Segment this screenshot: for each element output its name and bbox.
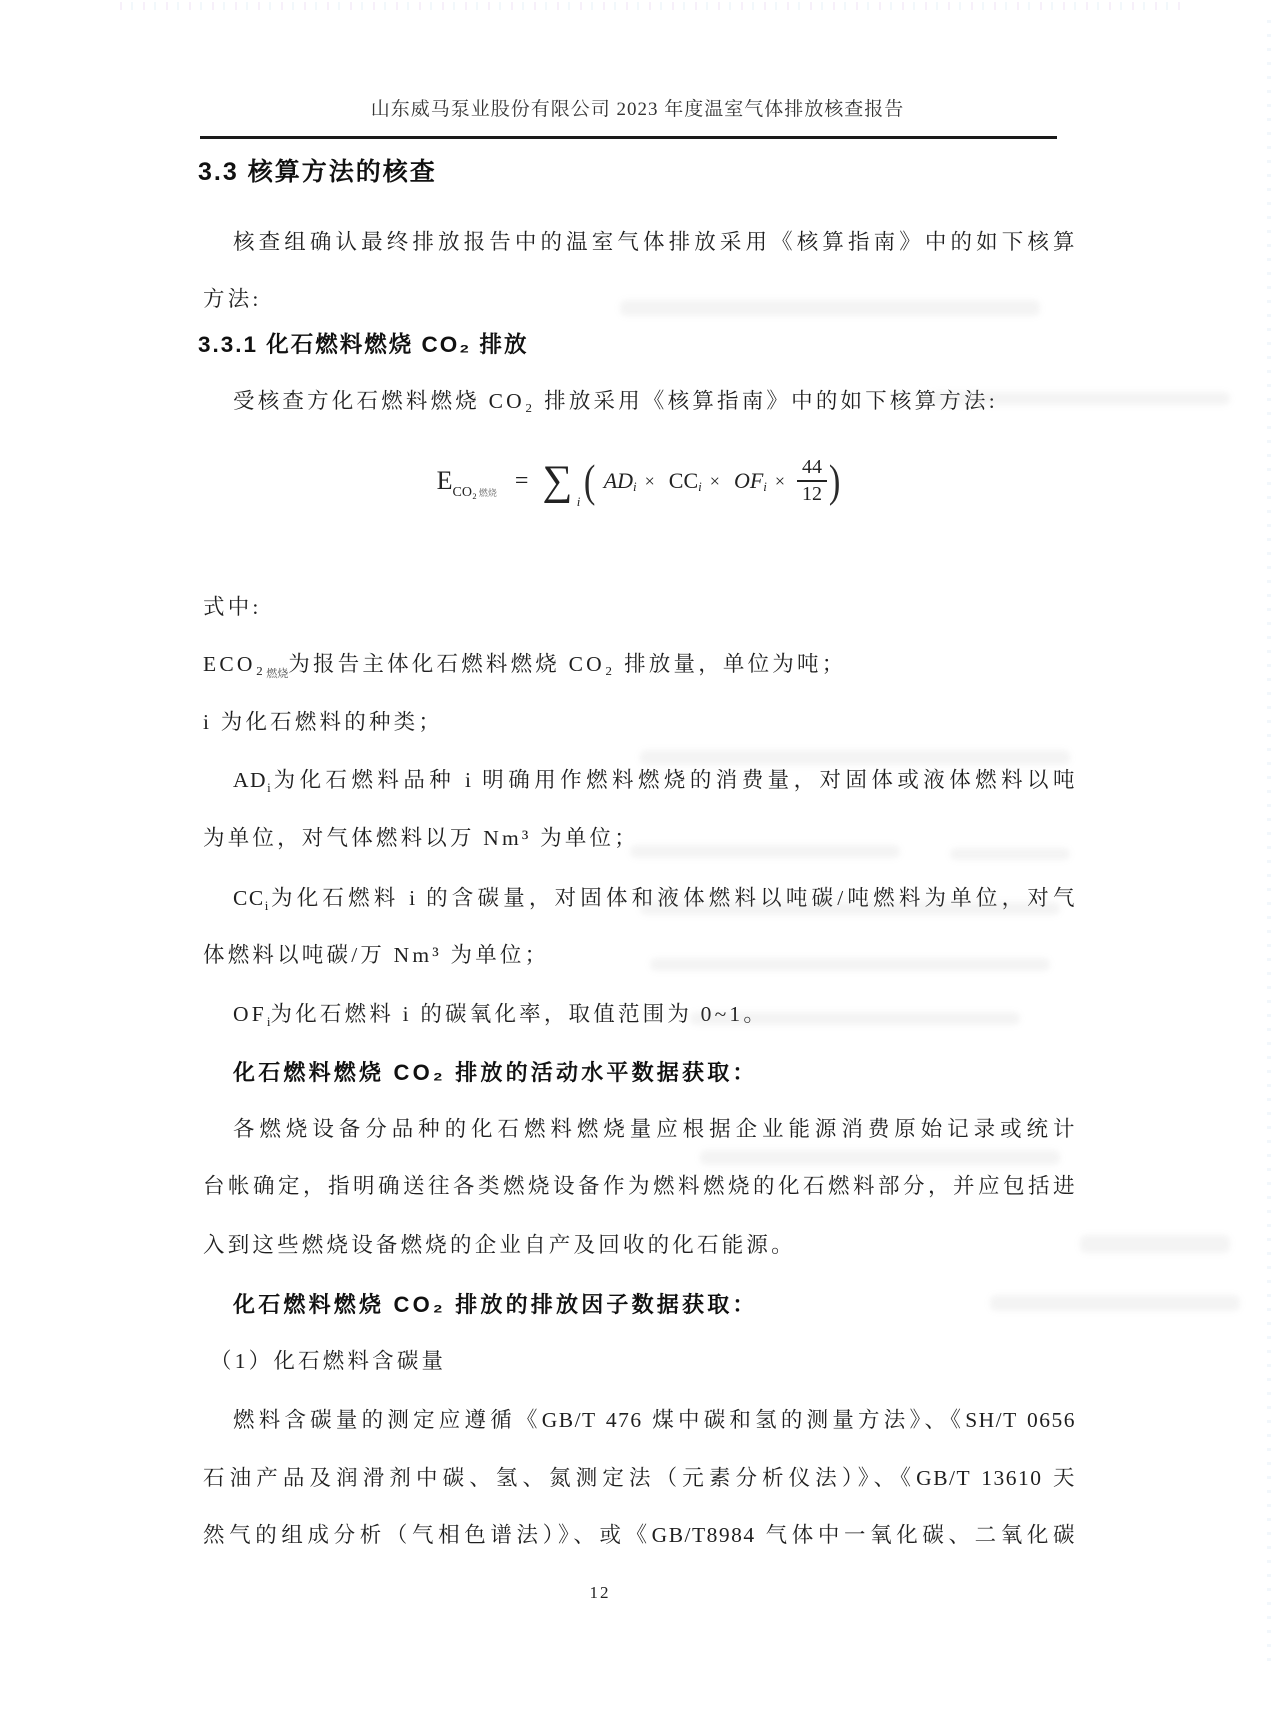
formula-term-of: OF [733,468,764,493]
scan-artifact [620,300,1040,316]
definition-ad-cont: 为单位，对气体燃料以万 Nm³ 为单位； [203,826,639,850]
paragraph-line: 台帐确定，指明确送往各类燃烧设备作为燃料燃烧的化石燃料部分，并应包括进 [203,1174,1076,1198]
scan-noise-top [120,2,1180,10]
co2-emission-formula: E CO₂ 燃烧 = ∑ i ( AD i × CC i × OF i × $\frac{44}{12}$ ) [436,455,841,509]
scan-artifact [650,958,1050,971]
scan-artifact [630,845,900,858]
section-3-3-1-heading: 3.3.1 化石燃料燃烧 CO₂ 排放 [198,332,529,357]
fraction-44-12: $\frac{44}{12}$ [797,457,827,505]
equals-sign: = [514,467,529,494]
scan-artifact [930,392,1230,405]
definition-of: $OF_i$为化石燃料 i 的碳氧化率，取值范围为 0~1。 [233,1002,769,1029]
definition-ad: $AD_i$为化石燃料品种 i 明确用作燃料燃烧的消费量，对固体或液体燃料以吨 [233,768,1076,795]
definition-i: i 为化石燃料的种类； [203,710,444,734]
paragraph-line: 受核查方化石燃料燃烧 CO₂ 排放采用《核算指南》中的如下核算方法: [233,389,998,413]
paragraph-line: 方法: [203,287,262,311]
list-item-1: （1）化石燃料含碳量 [210,1349,447,1373]
scan-artifact [990,1295,1240,1311]
definition-cc: $CC_i$为化石燃料 i 的含碳量，对固体和液体燃料以吨碳/吨燃料为单位，对气 [233,886,1076,913]
paragraph-line: 燃料含碳量的测定应遵循《GB/T 476 煤中碳和氢的测量方法》、《SH/T 0656 [233,1408,1076,1432]
paragraph-line: 入到这些燃烧设备燃烧的企业自产及回收的化石能源。 [203,1233,796,1257]
paragraph-line: 然气的组成分析（气相色谱法）》、或《GB/T8984 气体中一氧化碳、二氧化碳 [203,1523,1076,1547]
multiply-sign: × [774,470,786,491]
page-header-title: 山东威马泵业股份有限公司 2023 年度温室气体排放核查报告 [370,99,905,120]
scan-artifact [1080,1235,1230,1253]
scan-noise-right [1267,20,1271,1670]
formula-term-ad: AD [603,468,634,493]
paragraph-line: 石油产品及润滑剂中碳、氢、氮测定法（元素分析仪法）》、《GB/T 13610 天 [203,1466,1076,1490]
multiply-sign: × [644,470,655,491]
header-rule [200,136,1057,139]
summation-symbol: ∑ i [542,458,581,509]
page-number: 12 [589,1583,611,1602]
close-paren: ) [828,455,841,506]
scan-artifact [690,1012,1020,1025]
section-3-3-heading: 3.3 核算方法的核查 [198,158,437,186]
scan-artifact [700,1150,1060,1165]
multiply-sign: × [709,470,720,491]
subheading-emission-factor: 化石燃料燃烧 CO₂ 排放的排放因子数据获取： [233,1292,758,1317]
where-label: 式中: [203,595,262,619]
subheading-activity-data: 化石燃料燃烧 CO₂ 排放的活动水平数据获取： [233,1060,758,1085]
definition-cc-cont: 体燃料以吨碳/万 Nm³ 为单位； [203,943,550,967]
formula-term-cc: CC [668,468,699,493]
paragraph-line: 各燃烧设备分品种的化石燃料燃烧量应根据企业能源消费原始记录或统计 [233,1117,1076,1141]
open-paren: ( [584,455,596,506]
scan-artifact [950,848,1070,860]
formula-lhs: E CO₂ 燃烧 [436,466,497,500]
scan-artifact [640,902,1060,915]
paragraph-line: 核查组确认最终排放报告中的温室气体排放采用《核算指南》中的如下核算 [233,230,1076,254]
fraction-bar [797,480,827,482]
definition-eco2: $ECO_2_{燃烧}$为报告主体化石燃料燃烧 CO₂ 排放量，单位为吨； [203,652,847,680]
scan-artifact [640,750,1070,765]
